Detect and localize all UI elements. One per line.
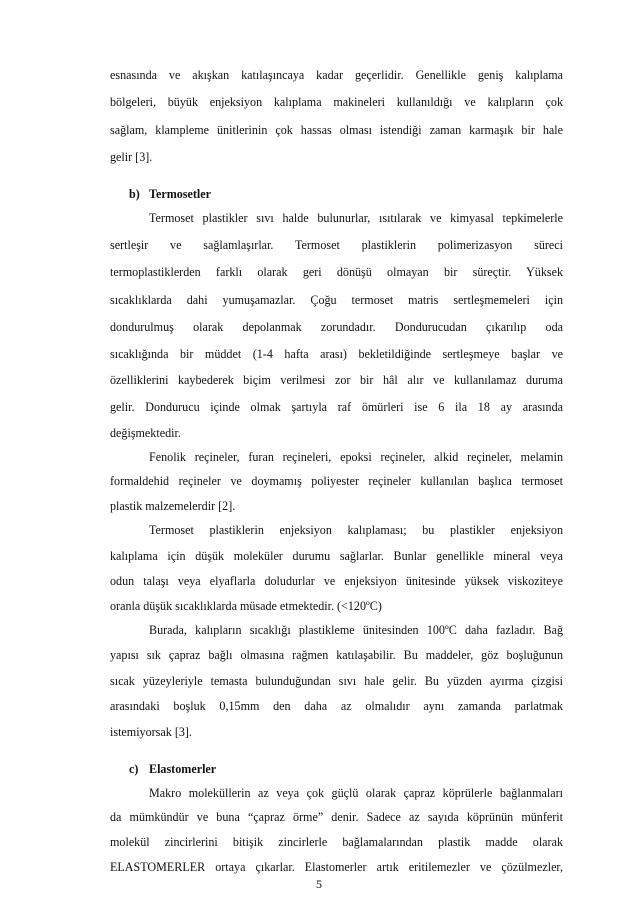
text-line: istemiyorsak [3].: [110, 725, 192, 739]
text-line: Termoset plastiklerin enjeksiyon kalıplaması; bu plastikler enjeksiyon: [149, 523, 563, 537]
text-line: gelir [3].: [110, 150, 153, 164]
text-line: özelliklerini kaybederek biçim verilmesi zor bir hâl alır ve kullanılamaz duruma: [110, 373, 563, 387]
text-line: değişmektedir.: [110, 426, 181, 440]
text-line: Burada, kalıpların sıcaklığı plastikleme ünitesinden 100ºC daha fazladır. Bağ: [149, 623, 563, 637]
text-line: Makro moleküllerin az veya çok güçlü olarak çapraz köprülerle bağlanmaları: [149, 786, 563, 800]
text-line: sıcak yüzeyleriyle temasta bulunduğundan sıvı hale gelir. Bu yüzden ayırma çizgisi: [110, 674, 563, 688]
text-line: Termoset plastikler sıvı halde bulunurlar, ısıtılarak ve kimyasal tepkimelerle: [149, 211, 563, 225]
text-line: formaldehid reçineler ve doymamış poliyester reçineler kullanılan başlıca termoset: [110, 474, 563, 488]
text-line: sertleşir ve sağlamlaşırlar. Termoset plastiklerin polimerizasyon süreci: [110, 238, 563, 252]
text-line: kalıplama için düşük moleküler durumu sağlarlar. Bunlar genellikle mineral veya: [110, 549, 563, 563]
text-line: bölgeleri, büyük enjeksiyon kalıplama makineleri kullanıldığı ve kalıpların çok: [110, 95, 563, 109]
text-line: ELASTOMERLER ortaya çıkarlar. Elastomerler artık eritilemezler ve çözülmezler,: [110, 860, 563, 874]
heading-title: Termosetler: [149, 187, 212, 201]
text-line: arasındaki boşluk 0,15mm den daha az olmalıdır aynı zamanda parlatmak: [110, 699, 563, 713]
text-line: esnasında ve akışkan katılaşıncaya kadar geçerlidir. Genellikle geniş kalıplama: [110, 68, 563, 82]
text-line: sıcaklıklarda dahi yumuşamazlar. Çoğu termoset matris sertleşmemeleri için: [110, 293, 563, 307]
text-line: termoplastiklerden farklı olarak geri dönüşü olmayan bir süreçtir. Yüksek: [110, 265, 563, 279]
text-line: Fenolik reçineler, furan reçineleri, epoksi reçineler, alkid reçineler, melamin: [149, 450, 563, 464]
text-line: dondurulmuş olarak depolanmak zorundadır. Dondurucudan çıkarılıp oda: [110, 320, 563, 334]
page-number: 5: [316, 877, 322, 891]
text-line: oranla düşük sıcaklıklarda müsade etmektedir. (<120ºC): [110, 599, 382, 613]
text-line: yapısı sık çapraz bağlı olmasına rağmen katılaşabilir. Bu maddeler, göz boşluğunun: [110, 648, 563, 662]
text-line: gelir. Dondurucu içinde olmak şartıyla raf ömürleri ise 6 ila 18 ay arasında: [110, 400, 563, 414]
heading-label: b): [129, 187, 140, 201]
text-line: molekül zincirlerini bitişik zincirlerle bağlamalarından plastik madde olarak: [110, 835, 563, 849]
section-heading-elastomerler: [129, 761, 216, 777]
text-line: sıcaklığında bir müddet (1-4 hafta arası) bekletildiğinde sertleşmeye başlar ve: [110, 347, 563, 361]
heading-label: c): [129, 762, 139, 776]
text-line: plastik malzemelerdir [2].: [110, 499, 236, 513]
heading-title: Elastomerler: [149, 762, 217, 776]
text-line: odun talaşı veya elyaflarla doludurlar ve enjeksiyon ünitesinde yüksek viskoziteye: [110, 574, 563, 588]
text-line: sağlam, klampleme ünitlerinin çok hassas olması istendiği zaman karmaşık bir hale: [110, 123, 563, 137]
text-line: da mümkündür ve buna “çapraz örme” denir. Sadece az sayıda köprünün münferit: [110, 810, 563, 824]
section-heading-termosetler: [129, 186, 211, 202]
